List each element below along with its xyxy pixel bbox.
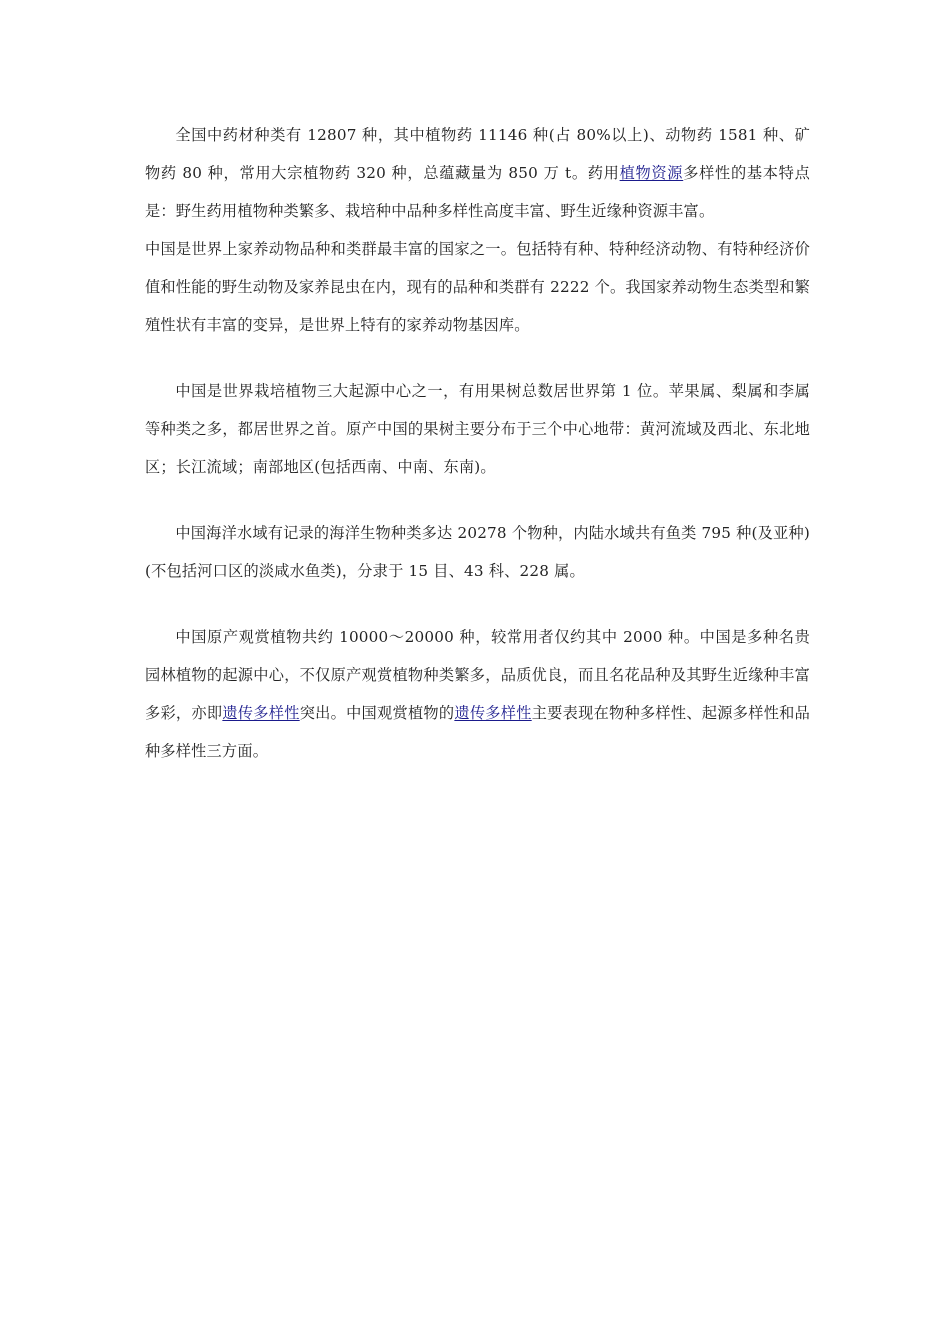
paragraph-text: 全国中药材种类有 12807 种，其中植物药 11146 种(占 80%以上)、动物药 1581 种、矿物药 80 种，常用大宗植物药 320 种，总蕴藏量为 850 万 t。药用 xyxy=(145,126,810,182)
paragraph-text: 主要表现在物种多样性、起源多样性和品种多样性三方面。 xyxy=(145,704,811,760)
paragraph-domestic-animals: 中国是世界上家养动物品种和类群最丰富的国家之一。包括特有种、特种经济动物、有特种经济价值和性能的野生动物及家养昆虫在内，现有的品种和类群有 2222 个。我国家养动物生态类型和繁殖性状有丰富的变异，是世界上特有的家养动物基因库。 xyxy=(145,240,811,334)
paragraph-ornamental-plants xyxy=(145,618,810,770)
paragraph-marine-species: 中国海洋水域有记录的海洋生物种类多达 20278 个物种，内陆水域共有鱼类 795 种(及亚种)(不包括河口区的淡咸水鱼类)，分隶于 15 目、43 科、228 属。 xyxy=(145,524,810,580)
paragraph-spacer xyxy=(145,486,810,514)
paragraph-text: 突出。中国观赏植物的 xyxy=(299,704,455,722)
plant-resources-link[interactable]: 植物资源 xyxy=(619,164,684,182)
paragraph-spacer xyxy=(145,590,810,618)
paragraph-medicinal-materials xyxy=(145,116,810,230)
paragraph-cultivated-plants: 中国是世界栽培植物三大起源中心之一，有用果树总数居世界第 1 位。苹果属、梨属和李属等种类之多，都居世界之首。原产中国的果树主要分布于三个中心地带：黄河流域及西北、东北地区；长江流域；南部地区(包括西南、中南、东南)。 xyxy=(145,382,810,476)
document-page xyxy=(145,116,810,770)
paragraph-spacer xyxy=(145,344,810,372)
genetic-diversity-link[interactable]: 遗传多样性 xyxy=(222,704,300,722)
paragraph-text: 多样性的基本特点是：野生药用植物种类繁多、栽培种中品种多样性高度丰富、野生近缘种资源丰富。 xyxy=(145,164,810,220)
genetic-diversity-link[interactable]: 遗传多样性 xyxy=(454,704,532,722)
paragraph-text: 中国原产观赏植物共约 10000～20000 种，较常用者仅约其中 2000 种。中国是多种名贵园林植物的起源中心，不仅原产观赏植物种类繁多，品质优良，而且名花品种及其野生近缘种丰富多彩，亦即 xyxy=(145,628,810,722)
